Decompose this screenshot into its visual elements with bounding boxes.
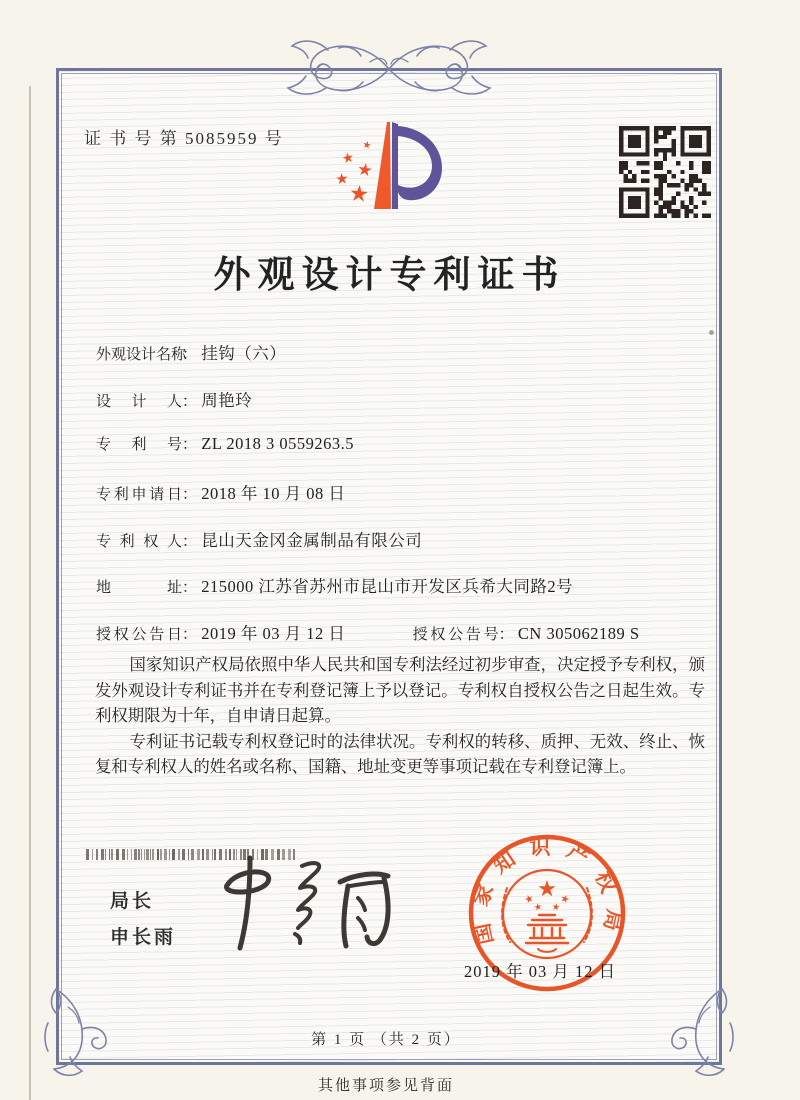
field-design-name xyxy=(96,340,286,364)
field-application-date xyxy=(96,480,345,504)
seal-date: 2019 年 03 月 12 日 xyxy=(464,962,617,981)
field-patent-number xyxy=(96,433,354,457)
field-colon: ： xyxy=(182,580,198,596)
legal-paragraph-1: 国家知识产权局依照中华人民共和国专利法经过初步审查，决定授予专利权，颁发外观设计专利证书并在专利登记簿上予以登记。专利权自授权公告之日起生效。专利权期限为十年，自申请日起算。 xyxy=(95,655,705,725)
field-colon: ： xyxy=(182,534,198,550)
seal-text: 国家知识产权局 xyxy=(467,835,627,947)
field-value: 2019 年 03 月 12 日 xyxy=(201,624,346,643)
field-value: 挂钩（六） xyxy=(201,344,287,363)
back-side-note: 其他事项参见背面 xyxy=(317,1078,454,1094)
field-label: 专利权人 xyxy=(96,534,182,550)
qr-code xyxy=(619,126,711,218)
field-label: 外观设计名称 xyxy=(96,347,187,363)
cnipa-logo-icon xyxy=(320,112,448,236)
field-value: ZL 2018 3 0559263.5 xyxy=(201,434,355,453)
field-label: 专利号 xyxy=(96,437,182,453)
field-colon: ： xyxy=(182,437,198,453)
field-value: 昆山天金冈金属制品有限公司 xyxy=(201,531,423,550)
field-value-grant-number: CN 305062189 S xyxy=(517,624,640,643)
scan-paper-edge xyxy=(29,86,31,1100)
field-colon: ： xyxy=(182,347,198,363)
field-value: 215000 江苏省苏州市昆山市开发区兵希大同路2号 xyxy=(201,577,574,596)
officer-block xyxy=(110,884,176,956)
field-colon: ： xyxy=(182,394,198,410)
page-number: 第 1 页 （共 2 页） xyxy=(311,1032,461,1048)
legal-paragraph-2: 专利证书记载专利权登记时的法律状况。专利权的转移、质押、无效、终止、恢复和专利权人的姓名或名称、国籍、地址变更等事项记载在专利登记簿上。 xyxy=(95,731,705,776)
field-label-grant-number: 授权公告号 xyxy=(412,627,499,643)
signature xyxy=(198,846,398,956)
field-label: 专利申请日 xyxy=(96,487,182,503)
field-grant-date-and-number xyxy=(96,620,640,644)
field-label: 授权公告日 xyxy=(96,627,182,643)
field-colon: ： xyxy=(182,627,198,643)
scan-speck xyxy=(709,330,714,335)
national-emblem-icon xyxy=(502,870,592,958)
certificate-number: 证 书 号 第 5085959 号 xyxy=(84,129,284,148)
field-label: 设计人 xyxy=(96,394,182,410)
officer-title: 局长 xyxy=(110,891,155,912)
field-patentee xyxy=(96,527,422,551)
certificate-title: 外观设计专利证书 xyxy=(213,255,566,296)
field-colon: ： xyxy=(498,627,514,643)
legal-text xyxy=(95,652,705,780)
field-address xyxy=(96,573,573,597)
field-label: 地址 xyxy=(96,580,182,596)
field-designer xyxy=(96,387,252,411)
top-flourish-ornament xyxy=(266,38,512,98)
field-value: 2018 年 10 月 08 日 xyxy=(201,484,346,503)
field-colon: ： xyxy=(182,487,198,503)
officer-name: 申长雨 xyxy=(110,927,177,948)
field-value: 周艳玲 xyxy=(201,391,253,410)
